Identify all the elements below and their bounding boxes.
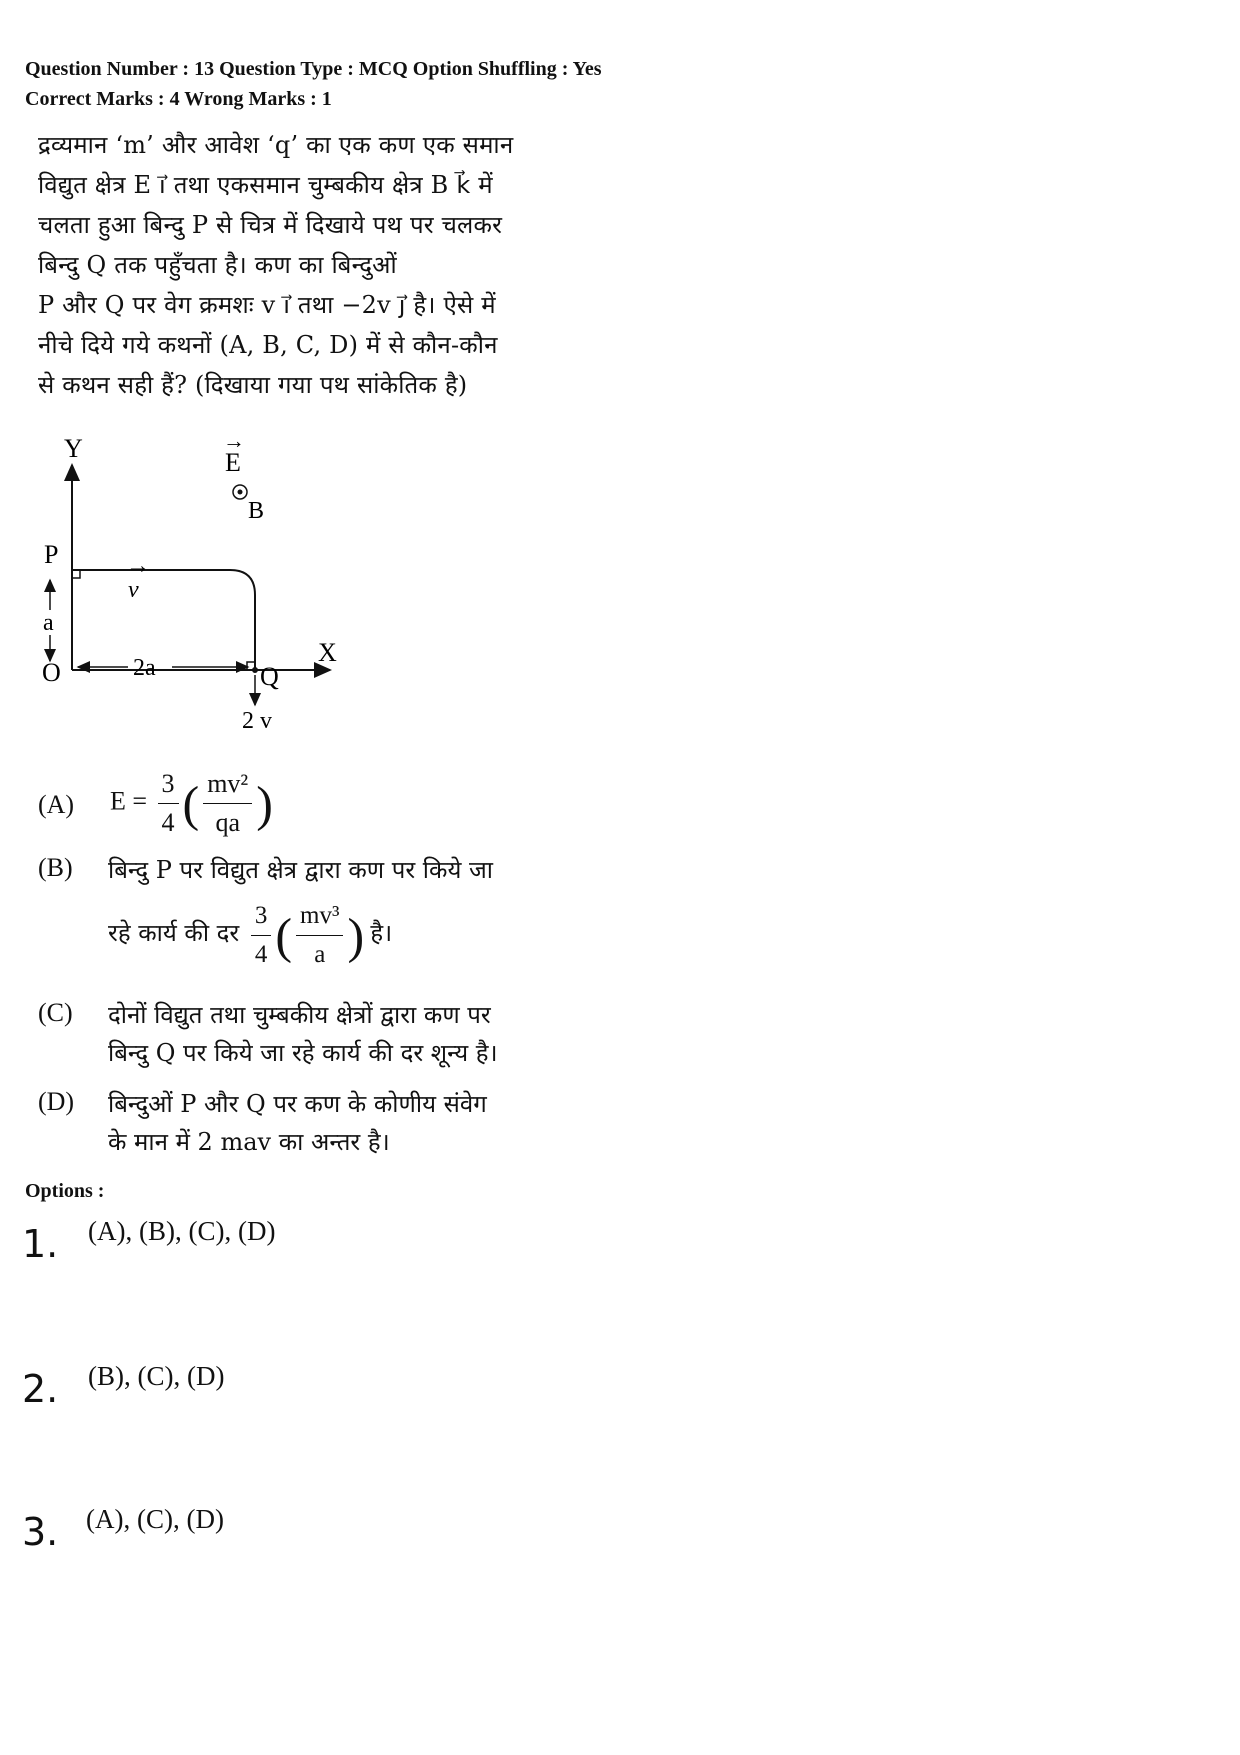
- statement-a-formula: E = $\frac{3}{4}$ ( $\frac{\text{mv²}}{qa}$ ): [110, 765, 273, 842]
- denominator: qa: [215, 808, 240, 837]
- statement-d-label: (D): [38, 1087, 75, 1116]
- option-2-number[interactable]: 2.: [22, 1367, 59, 1411]
- origin-label: O: [42, 658, 61, 687]
- option-3-text[interactable]: (A), (C), (D): [86, 1504, 224, 1534]
- denominator: 4: [161, 808, 175, 837]
- option-3-number[interactable]: 3.: [22, 1510, 59, 1554]
- particle-path: [72, 570, 255, 670]
- statement-b-formula: रहे कार्य की दर $\frac{3}{4}$ ( $\frac{\text{mv³}}{a}$ ) है।: [108, 897, 392, 974]
- magnetic-field-dot: [238, 490, 243, 495]
- statement-d-text: [108, 1085, 487, 1161]
- denominator: a: [314, 941, 326, 968]
- statement-c-text: [108, 996, 498, 1072]
- question-line: चलता हुआ बिन्दु P से चित्र में दिखाये पथ पर चलकर: [38, 211, 503, 239]
- x-axis-label: X: [318, 638, 337, 667]
- fraction: [158, 765, 179, 842]
- statement-b-line: बिन्दु P पर विद्युत क्षेत्र द्वारा कण पर किये जा: [108, 856, 494, 884]
- arrow-glyph: →: [223, 435, 245, 453]
- velocity-p-label: v: [128, 577, 139, 603]
- statement-line: दोनों विद्युत तथा चुम्बकीय क्षेत्रों द्वारा कण पर: [108, 1001, 491, 1029]
- numerator: mv²: [203, 765, 252, 804]
- numerator: 3: [158, 765, 179, 804]
- question-meta-line: Question Number : 13 Question Type : MCQ Option Shuffling : Yes: [25, 58, 602, 80]
- question-line: P और Q पर वेग क्रमशः v i⃗ तथा −2v j⃗ है। ऐसे में: [38, 291, 496, 319]
- formula-lhs: E =: [110, 786, 148, 816]
- denominator: 4: [254, 941, 268, 968]
- marks-meta-line: Correct Marks : 4 Wrong Marks : 1: [25, 88, 332, 110]
- question-line: बिन्दु Q तक पहुँचता है। कण का बिन्दुओं: [38, 251, 397, 279]
- dimension-a-label: a: [43, 610, 54, 636]
- fraction: [203, 765, 252, 842]
- y-axis-label: Y: [64, 435, 83, 463]
- option-2-text[interactable]: (B), (C), (D): [88, 1361, 225, 1391]
- velocity-q-label: 2 v: [242, 708, 272, 734]
- statement-line: बिन्दु Q पर किये जा रहे कार्य की दर शून्य है।: [108, 1039, 498, 1067]
- statement-line: बिन्दुओं P और Q पर कण के कोणीय संवेग: [108, 1090, 487, 1118]
- point-q-dot: [252, 667, 258, 673]
- option-1-number[interactable]: 1.: [22, 1222, 59, 1266]
- question-text: [38, 125, 513, 405]
- question-line: नीचे दिये गये कथनों (A, B, C, D) में से कौन-कौन: [38, 331, 498, 359]
- point-p-label: P: [44, 540, 59, 569]
- fraction: [296, 897, 343, 974]
- statement-b-post: है।: [370, 919, 393, 948]
- question-line: द्रव्यमान ‘m’ और आवेश ‘q’ का एक कण एक समान: [38, 131, 514, 159]
- arrow-glyph: →: [126, 553, 150, 579]
- magnetic-field-label: B: [248, 498, 265, 524]
- point-q-label: Q: [260, 662, 279, 691]
- option-1-text[interactable]: (A), (B), (C), (D): [88, 1216, 276, 1246]
- statement-line: के मान में 2 mav का अन्तर है।: [108, 1128, 390, 1156]
- dimension-2a-label: 2a: [133, 655, 156, 681]
- numerator: 3: [251, 897, 272, 936]
- statement-b-pre: रहे कार्य की दर: [108, 919, 240, 948]
- fraction: [251, 897, 272, 974]
- electric-field-label: E: [225, 448, 241, 477]
- statement-a-label: (A): [38, 790, 75, 819]
- statement-b-label: (B): [38, 853, 73, 882]
- statement-c-label: (C): [38, 998, 73, 1027]
- right-angle-marker: [72, 570, 80, 578]
- options-heading: Options :: [25, 1180, 105, 1202]
- question-line: विद्युत क्षेत्र E i⃗ तथा एकसमान चुम्बकीय क्षेत्र B k⃗ में: [38, 171, 493, 199]
- question-line: से कथन सही हैं? (दिखाया गया पथ सांकेतिक है): [38, 371, 468, 399]
- numerator: mv³: [296, 897, 343, 936]
- path-diagram: [30, 435, 350, 735]
